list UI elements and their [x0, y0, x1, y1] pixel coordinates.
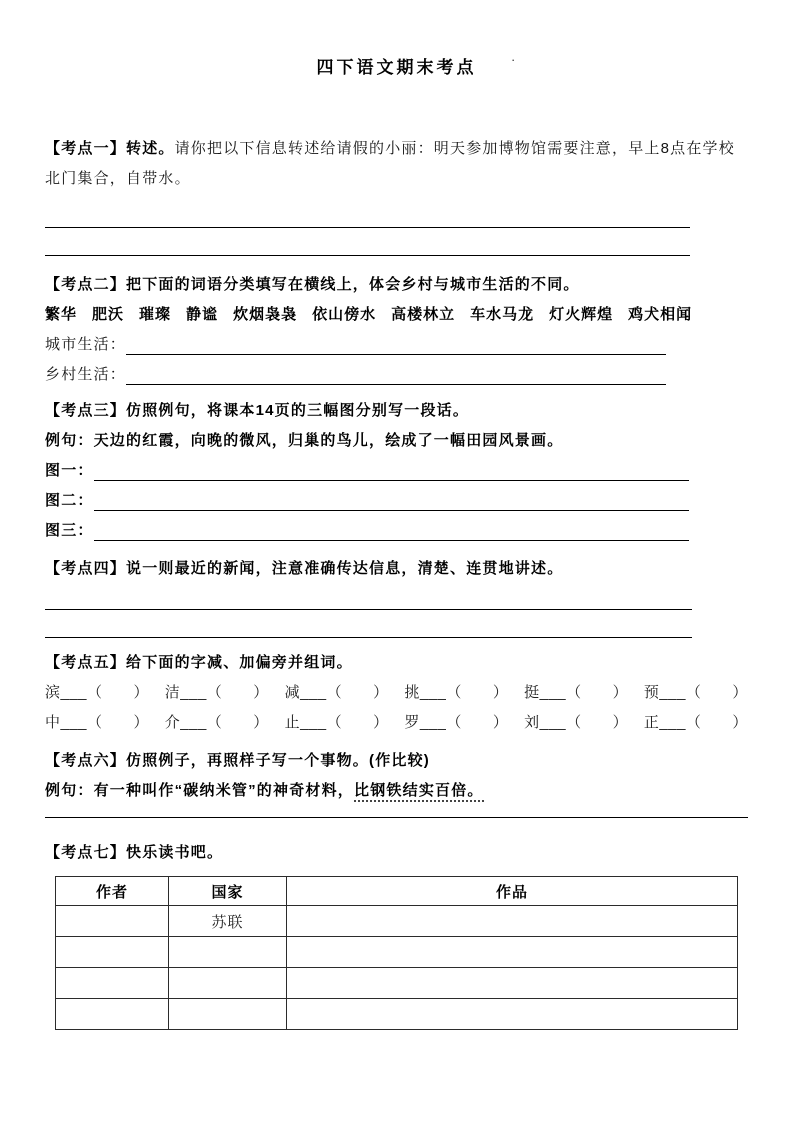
point2-city-label: 城市生活： [45, 336, 127, 353]
point2-village-line [45, 360, 748, 390]
char-item: 刘___（ ） [524, 714, 629, 731]
section-point4 [45, 554, 748, 638]
char-item: 中___（ ） [45, 714, 150, 731]
point3-fig3-line [45, 516, 748, 546]
point5-heading: 【考点五】给下面的字减、加偏旁并组词。 [45, 654, 353, 671]
header-works: 作品 [287, 877, 738, 906]
point1-paragraph [45, 134, 748, 194]
word-item: 高楼林立 [391, 306, 456, 323]
table-row [56, 937, 738, 968]
char-item: 滨___（ ） [45, 684, 150, 701]
point3-fig1-blank [94, 480, 689, 481]
point6-example [45, 776, 748, 806]
point3-heading: 【考点三】仿照例句，将课本14页的三幅图分别写一段话。 [45, 402, 470, 419]
word-item: 静谧 [186, 306, 219, 323]
point4-answer-line-1 [45, 588, 692, 610]
point1-label: 【考点一】转述。 [45, 140, 175, 157]
point6-heading: 【考点六】仿照例子，再照样子写一个事物。(作比较) [45, 752, 430, 769]
point3-fig2-blank [94, 510, 689, 511]
point4-heading: 【考点四】说一则最近的新闻，注意准确传达信息，清楚、连贯地讲述。 [45, 560, 564, 577]
point1-answer-line-1 [45, 204, 690, 228]
word-item: 璀璨 [139, 306, 172, 323]
table-header-row [56, 877, 738, 906]
cell-author [56, 999, 169, 1030]
section-point6 [45, 746, 748, 818]
point1-answer-line-2 [45, 228, 690, 256]
point7-heading: 【考点七】快乐读书吧。 [45, 844, 224, 861]
point6-example-prefix: 例句：有一种叫作“碳纳米管”的神奇材料， [45, 782, 355, 799]
word-item: 灯火辉煌 [549, 306, 614, 323]
cell-author [56, 968, 169, 999]
section-point3 [45, 396, 748, 546]
point1-body: 请你把以下信息转述给请假的小丽：明天参加博物馆需要注意，早上8点在学校北门集合，自带水。 [45, 140, 735, 187]
point3-fig2-line [45, 486, 748, 516]
reading-table [55, 876, 738, 1030]
char-item: 挑___（ ） [404, 684, 509, 701]
cell-country [169, 968, 287, 999]
header-author: 作者 [56, 877, 169, 906]
word-item: 炊烟袅袅 [233, 306, 298, 323]
cell-works [287, 999, 738, 1030]
point5-row1 [45, 678, 748, 708]
table-row [56, 999, 738, 1030]
section-point1 [45, 134, 748, 256]
point2-village-label: 乡村生活： [45, 366, 127, 383]
point6-example-emphasis: 比钢铁结实百倍。 [354, 782, 484, 802]
point5-row2 [45, 708, 748, 738]
cell-country: 苏联 [169, 906, 287, 937]
point2-city-blank [126, 354, 666, 355]
word-item: 车水马龙 [470, 306, 535, 323]
point2-heading: 【考点二】把下面的词语分类填写在横线上，体会乡村与城市生活的不同。 [45, 276, 580, 293]
point3-fig2-label: 图二： [45, 492, 94, 509]
word-item: 鸡犬相闻 [628, 306, 693, 323]
point3-fig1-line [45, 456, 748, 486]
point3-example: 例句：天边的红霞，向晚的微风，归巢的鸟儿，绘成了一幅田园风景画。 [45, 432, 564, 449]
point2-word-list [45, 300, 748, 330]
point6-answer-line [45, 806, 748, 818]
word-item: 繁华 [45, 306, 78, 323]
char-item: 预___（ ） [643, 684, 748, 701]
section-point7 [45, 838, 748, 1030]
char-item: 减___（ ） [284, 684, 389, 701]
point2-city-line [45, 330, 748, 360]
table-row [56, 906, 738, 937]
cell-works [287, 937, 738, 968]
cell-country [169, 937, 287, 968]
stray-mark: · [511, 52, 516, 67]
cell-works [287, 968, 738, 999]
char-item: 洁___（ ） [164, 684, 269, 701]
point3-fig3-label: 图三： [45, 522, 94, 539]
char-item: 罗___（ ） [404, 714, 509, 731]
cell-author [56, 937, 169, 968]
point2-village-blank [126, 384, 666, 385]
section-point5 [45, 648, 748, 738]
point3-fig3-blank [94, 540, 689, 541]
cell-country [169, 999, 287, 1030]
section-point2 [45, 270, 748, 390]
word-item: 肥沃 [92, 306, 125, 323]
char-item: 正___（ ） [643, 714, 748, 731]
cell-works [287, 906, 738, 937]
char-item: 止___（ ） [284, 714, 389, 731]
table-row [56, 968, 738, 999]
doc-title: 四下语文期末考点 [316, 58, 477, 77]
char-item: 挺___（ ） [524, 684, 629, 701]
point3-fig1-label: 图一： [45, 462, 94, 479]
header-country: 国家 [169, 877, 287, 906]
point4-answer-line-2 [45, 610, 692, 638]
word-item: 依山傍水 [312, 306, 377, 323]
char-item: 介___（ ） [164, 714, 269, 731]
cell-author [56, 906, 169, 937]
